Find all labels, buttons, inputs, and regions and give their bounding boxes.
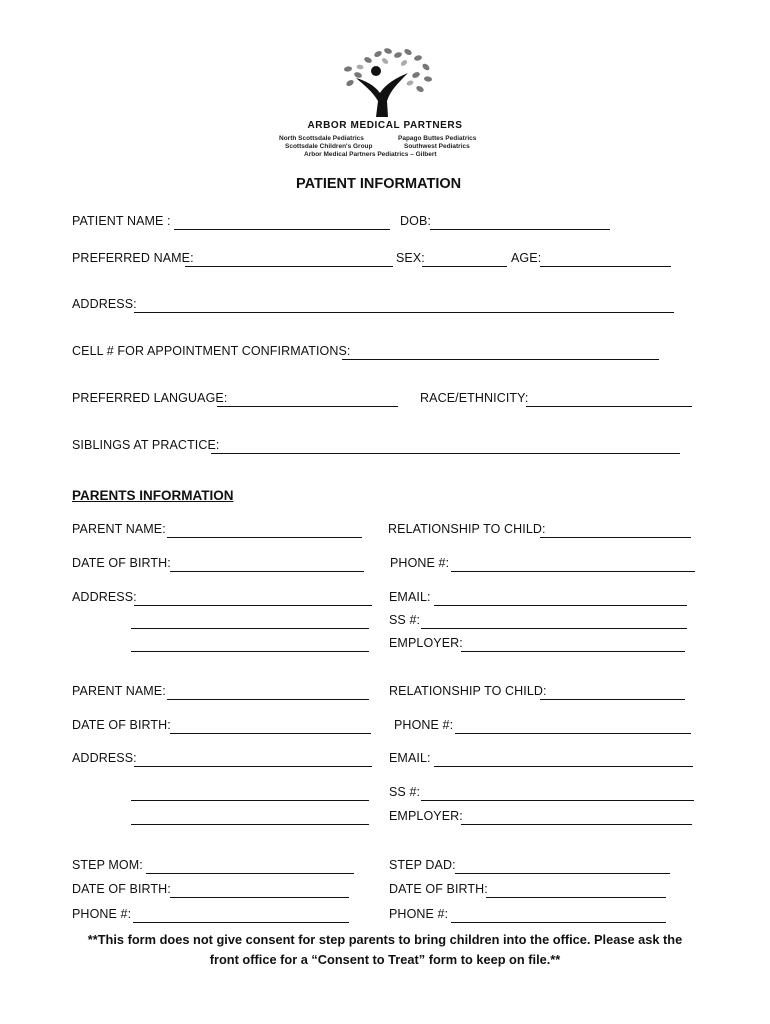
parent2-relationship-field[interactable] — [540, 699, 685, 700]
cell-label: CELL # FOR APPOINTMENT CONFIRMATIONS: — [72, 344, 351, 358]
parent1-email-label: EMAIL: — [389, 590, 431, 604]
parent2-name-label: PARENT NAME: — [72, 684, 166, 698]
parent2-phone-label: PHONE #: — [394, 718, 454, 732]
address-field[interactable] — [134, 312, 674, 313]
parent1-ss-field[interactable] — [421, 628, 687, 629]
preferred-name-field[interactable] — [185, 266, 393, 267]
parent1-relationship-field[interactable] — [540, 537, 691, 538]
brand-name: ARBOR MEDICAL PARTNERS — [307, 120, 463, 131]
tree-logo-icon — [330, 45, 440, 120]
sex-field[interactable] — [422, 266, 507, 267]
step-dad-field[interactable] — [455, 873, 670, 874]
preferred-name-label: PREFERRED NAME: — [72, 251, 194, 265]
address-label: ADDRESS: — [72, 297, 137, 311]
parent2-dob-label: DATE OF BIRTH: — [72, 718, 171, 732]
step-dad-phone-field[interactable] — [451, 922, 666, 923]
parent1-ss-label: SS #: — [389, 613, 421, 627]
parent2-address-field[interactable] — [134, 766, 372, 767]
parent2-email-field[interactable] — [434, 766, 693, 767]
parent2-phone-field[interactable] — [455, 733, 691, 734]
siblings-field[interactable] — [211, 453, 680, 454]
parent1-dob-field[interactable] — [170, 571, 364, 572]
patient-name-field[interactable] — [174, 229, 390, 230]
step-mom-label: STEP MOM: — [72, 858, 143, 872]
parent2-ss-field[interactable] — [421, 800, 694, 801]
parent2-name-field[interactable] — [167, 699, 369, 700]
parents-heading: PARENTS INFORMATION — [72, 488, 234, 503]
parent2-employer-label: EMPLOYER: — [389, 809, 463, 823]
practice-name: Arbor Medical Partners Pediatrics – Gilbert — [304, 151, 437, 158]
patient-name-label: PATIENT NAME : — [72, 214, 171, 228]
parent1-phone-field[interactable] — [451, 571, 695, 572]
consent-note-line1: **This form does not give consent for step parents to bring children into the office. Please ask the — [87, 932, 683, 947]
parent1-email-field[interactable] — [434, 605, 687, 606]
siblings-label: SIBLINGS AT PRACTICE: — [72, 438, 220, 452]
step-mom-dob-field[interactable] — [170, 897, 349, 898]
parent1-dob-label: DATE OF BIRTH: — [72, 556, 171, 570]
step-mom-phone-field[interactable] — [133, 922, 349, 923]
arbor-logo — [330, 45, 440, 120]
parent1-phone-label: PHONE #: — [390, 556, 450, 570]
step-dad-label: STEP DAD: — [389, 858, 456, 872]
parent1-address-line2[interactable] — [131, 628, 369, 629]
page-title: PATIENT INFORMATION — [296, 176, 462, 192]
step-dad-dob-label: DATE OF BIRTH: — [389, 882, 488, 896]
practice-name: Southwest Pediatrics — [404, 143, 470, 150]
parent1-name-field[interactable] — [167, 537, 362, 538]
race-ethnicity-label: RACE/ETHNICITY: — [420, 391, 529, 405]
race-ethnicity-field[interactable] — [526, 406, 692, 407]
step-mom-phone-label: PHONE #: — [72, 907, 132, 921]
step-mom-field[interactable] — [146, 873, 354, 874]
parent2-employer-field[interactable] — [461, 824, 692, 825]
parent1-relationship-label: RELATIONSHIP TO CHILD: — [388, 522, 546, 536]
consent-note — [60, 930, 710, 970]
parent2-relationship-label: RELATIONSHIP TO CHILD: — [389, 684, 547, 698]
cell-field[interactable] — [342, 359, 659, 360]
parent2-address-label: ADDRESS: — [72, 751, 137, 765]
consent-note-line2: front office for a “Consent to Treat” form to keep on file.** — [209, 952, 561, 967]
practice-name: Scottsdale Children's Group — [285, 143, 373, 150]
parent2-dob-field[interactable] — [170, 733, 371, 734]
parent2-address-line2[interactable] — [131, 800, 369, 801]
practice-name: Papago Buttes Pediatrics — [398, 135, 477, 142]
parent1-address-label: ADDRESS: — [72, 590, 137, 604]
step-dad-phone-label: PHONE #: — [389, 907, 449, 921]
parent1-employer-field[interactable] — [461, 651, 685, 652]
dob-field[interactable] — [430, 229, 610, 230]
parent1-employer-label: EMPLOYER: — [389, 636, 463, 650]
age-field[interactable] — [540, 266, 671, 267]
parent2-ss-label: SS #: — [389, 785, 421, 799]
preferred-language-label: PREFERRED LANGUAGE: — [72, 391, 228, 405]
age-label: AGE: — [511, 251, 542, 265]
sex-label: SEX: — [396, 251, 425, 265]
parent2-email-label: EMAIL: — [389, 751, 431, 765]
step-mom-dob-label: DATE OF BIRTH: — [72, 882, 171, 896]
parent2-address-line3[interactable] — [131, 824, 369, 825]
step-dad-dob-field[interactable] — [486, 897, 666, 898]
practice-name: North Scottsdale Pediatrics — [279, 135, 364, 142]
parent1-address-field[interactable] — [134, 605, 372, 606]
preferred-language-field[interactable] — [217, 406, 398, 407]
parent1-name-label: PARENT NAME: — [72, 522, 166, 536]
parent1-address-line3[interactable] — [131, 651, 369, 652]
dob-label: DOB: — [400, 214, 431, 228]
